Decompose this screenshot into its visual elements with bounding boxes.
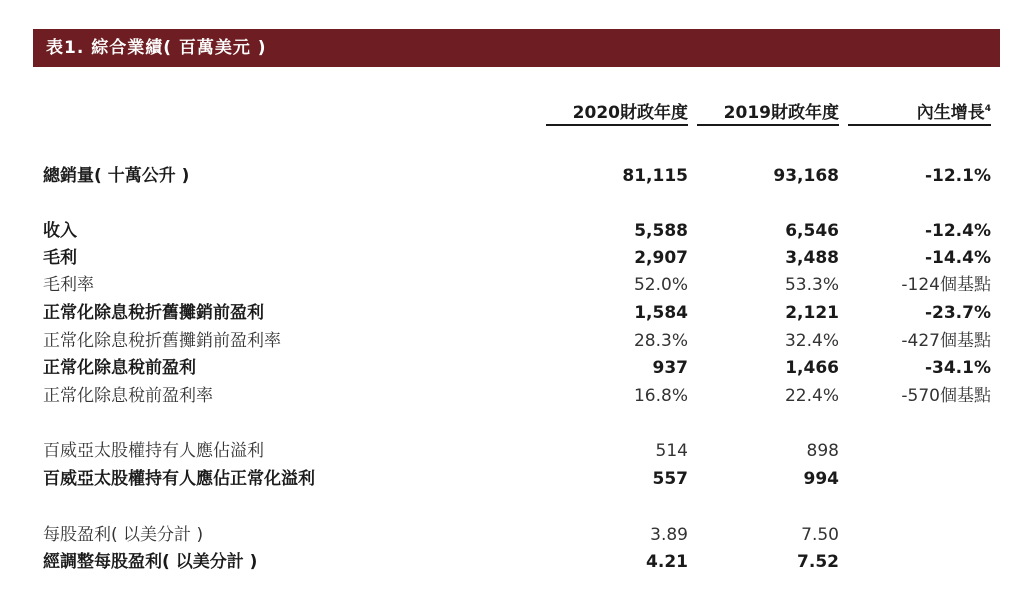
table-row-total-volume xyxy=(33,162,991,190)
table-row-gross-profit xyxy=(33,244,991,272)
value-2019: 7.50 xyxy=(801,525,839,545)
value-2019: 93,168 xyxy=(773,166,839,186)
table-row-normalized-ebitda-margin xyxy=(33,327,991,355)
value-growth: -124個基點 xyxy=(901,275,991,295)
value-2020: 2,907 xyxy=(634,248,688,268)
value-growth: -12.4% xyxy=(924,221,991,241)
value-2019: 1,466 xyxy=(785,358,839,378)
value-2019: 32.4% xyxy=(784,331,839,351)
value-2020: 81,115 xyxy=(622,166,688,186)
row-label: 每股盈利( 以美分計 ) xyxy=(43,525,204,545)
value-2020: 557 xyxy=(652,469,688,489)
footnote-marker: 4 xyxy=(984,104,991,114)
value-2019: 994 xyxy=(803,469,839,489)
column-header-2019: 2019財政年度 xyxy=(697,100,839,126)
table-row-normalized-profit-attributable xyxy=(33,465,991,493)
value-growth: -34.1% xyxy=(924,358,991,378)
value-2020: 3.89 xyxy=(650,525,688,545)
value-growth: -23.7% xyxy=(924,303,991,323)
row-label: 總銷量( 十萬公升 ) xyxy=(43,166,190,186)
row-label: 毛利 xyxy=(43,248,77,268)
row-label: 百威亞太股權持有人應佔正常化溢利 xyxy=(43,469,315,489)
table-row-normalized-ebit xyxy=(33,354,991,382)
value-2020: 937 xyxy=(652,358,688,378)
value-2019: 898 xyxy=(806,441,839,461)
value-2019: 7.52 xyxy=(797,552,839,572)
value-2019: 2,121 xyxy=(785,303,839,323)
row-label: 經調整每股盈利( 以美分計 ) xyxy=(43,552,258,572)
table-row-revenue xyxy=(33,217,991,245)
value-2020: 1,584 xyxy=(634,303,688,323)
row-label: 正常化除息稅前盈利率 xyxy=(43,386,213,406)
table-row-adjusted-eps xyxy=(33,548,991,576)
value-2020: 5,588 xyxy=(634,221,688,241)
value-growth: -427個基點 xyxy=(901,331,991,351)
row-label: 毛利率 xyxy=(43,275,94,295)
value-2020: 514 xyxy=(655,441,688,461)
row-label: 正常化除息稅前盈利 xyxy=(43,358,196,378)
row-label: 正常化除息稅折舊攤銷前盈利率 xyxy=(43,331,281,351)
table-row-gross-margin xyxy=(33,271,991,299)
row-label: 百威亞太股權持有人應佔溢利 xyxy=(43,441,264,461)
value-2020: 16.8% xyxy=(633,386,688,406)
table-row-profit-attributable xyxy=(33,437,991,465)
value-2019: 22.4% xyxy=(784,386,839,406)
table-row-normalized-ebit-margin xyxy=(33,382,991,410)
column-header-label: 內生增長 xyxy=(916,103,985,123)
value-2020: 28.3% xyxy=(633,331,688,351)
table-row-eps xyxy=(33,521,991,549)
table-row-normalized-ebitda xyxy=(33,299,991,327)
value-2019: 53.3% xyxy=(784,275,839,295)
column-header-2020: 2020財政年度 xyxy=(546,100,688,126)
value-growth: -12.1% xyxy=(924,166,991,186)
value-2020: 52.0% xyxy=(633,275,688,295)
value-growth: -14.4% xyxy=(924,248,991,268)
table-title: 表1. 綜合業績( 百萬美元 ) xyxy=(33,29,1000,67)
column-header-organic-growth xyxy=(848,100,991,126)
value-2019: 3,488 xyxy=(785,248,839,268)
value-2020: 4.21 xyxy=(646,552,688,572)
row-label: 收入 xyxy=(43,221,77,241)
value-2019: 6,546 xyxy=(785,221,839,241)
value-growth: -570個基點 xyxy=(901,386,991,406)
row-label: 正常化除息稅折舊攤銷前盈利 xyxy=(43,303,264,323)
